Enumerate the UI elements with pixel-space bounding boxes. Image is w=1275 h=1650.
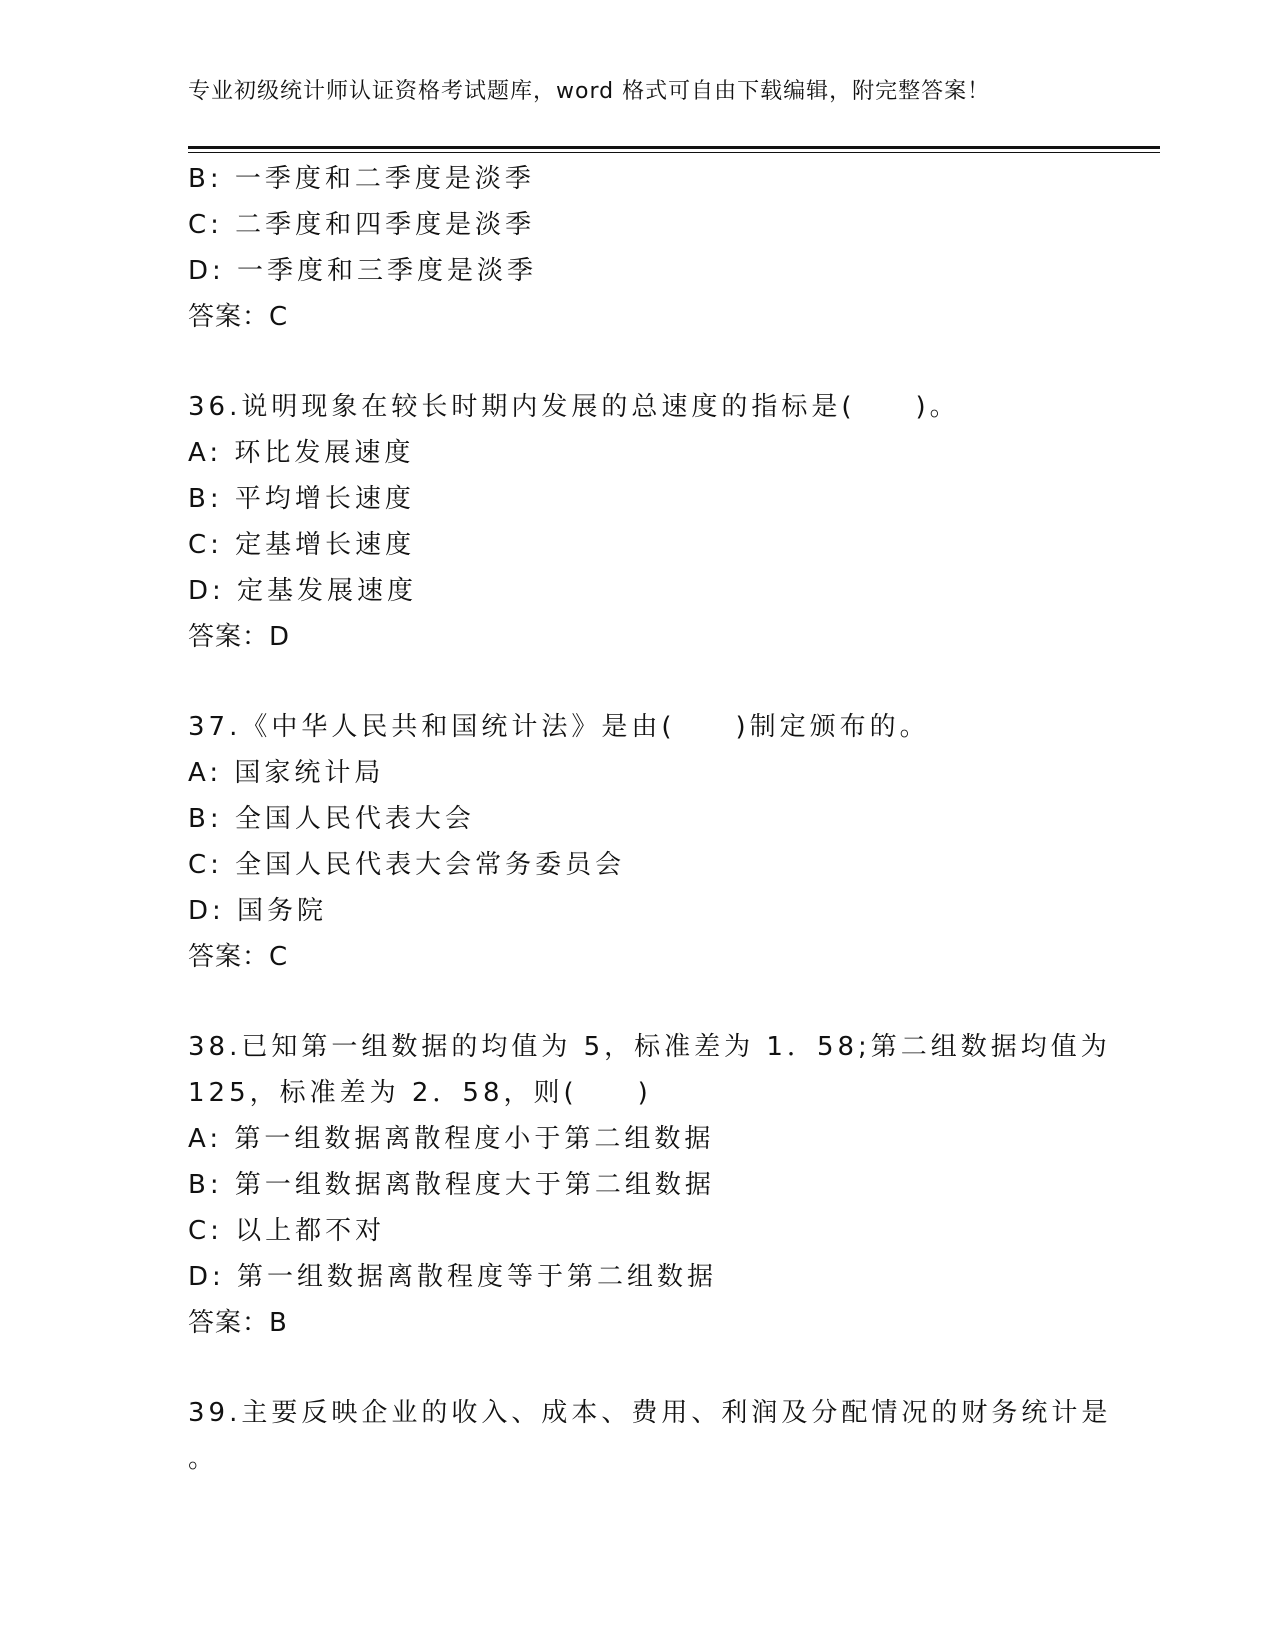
header-rule-thin [188, 152, 1160, 153]
page-header: 专业初级统计师认证资格考试题库，word 格式可自由下载编辑，附完整答案！ [188, 79, 991, 104]
q38-option-c: C: 以上都不对 [188, 1216, 386, 1246]
q37-stem: 37.《中华人民共和国统计法》是由( )制定颁布的。 [188, 712, 930, 742]
spacer [188, 660, 1088, 704]
q37-answer: 答案：C [188, 942, 289, 972]
q37-option-a: A: 国家统计局 [188, 758, 385, 788]
q37-option-b: B: 全国人民代表大会 [188, 804, 475, 834]
q38-option-a: A: 第一组数据离散程度小于第二组数据 [188, 1124, 715, 1154]
q36-option-c: C: 定基增长速度 [188, 530, 416, 560]
q36-option-b: B: 平均增长速度 [188, 484, 415, 514]
q35-option-c: C: 二季度和四季度是淡季 [188, 210, 536, 240]
q37-option-c: C: 全国人民代表大会常务委员会 [188, 850, 626, 880]
q38-option-b: B: 第一组数据离散程度大于第二组数据 [188, 1170, 715, 1200]
question-content [188, 156, 1112, 1482]
q39-stem-line2: 。 [188, 1444, 219, 1474]
spacer [188, 340, 1088, 384]
q38-stem-line1: 38.已知第一组数据的均值为 5，标准差为 1．58;第二组数据均值为 [188, 1032, 1111, 1062]
q36-option-d: D: 定基发展速度 [188, 576, 418, 606]
q39-stem-line1: 39.主要反映企业的收入、成本、费用、利润及分配情况的财务统计是 [188, 1398, 1112, 1428]
q38-answer: 答案：B [188, 1308, 288, 1338]
q35-answer: 答案：C [188, 302, 289, 332]
header-rule-thick [188, 146, 1160, 149]
spacer [188, 1346, 1088, 1390]
q36-stem: 36.说明现象在较长时期内发展的总速度的指标是( )。 [188, 392, 960, 422]
q35-option-d: D: 一季度和三季度是淡季 [188, 256, 538, 286]
q35-option-b: B: 一季度和二季度是淡季 [188, 164, 535, 194]
q38-stem-line2: 125，标准差为 2．58，则( ) [188, 1078, 652, 1108]
q36-answer: 答案：D [188, 622, 291, 652]
q36-option-a: A: 环比发展速度 [188, 438, 415, 468]
q38-option-d: D: 第一组数据离散程度等于第二组数据 [188, 1262, 718, 1292]
spacer [188, 980, 1088, 1024]
q37-option-d: D: 国务院 [188, 896, 328, 926]
